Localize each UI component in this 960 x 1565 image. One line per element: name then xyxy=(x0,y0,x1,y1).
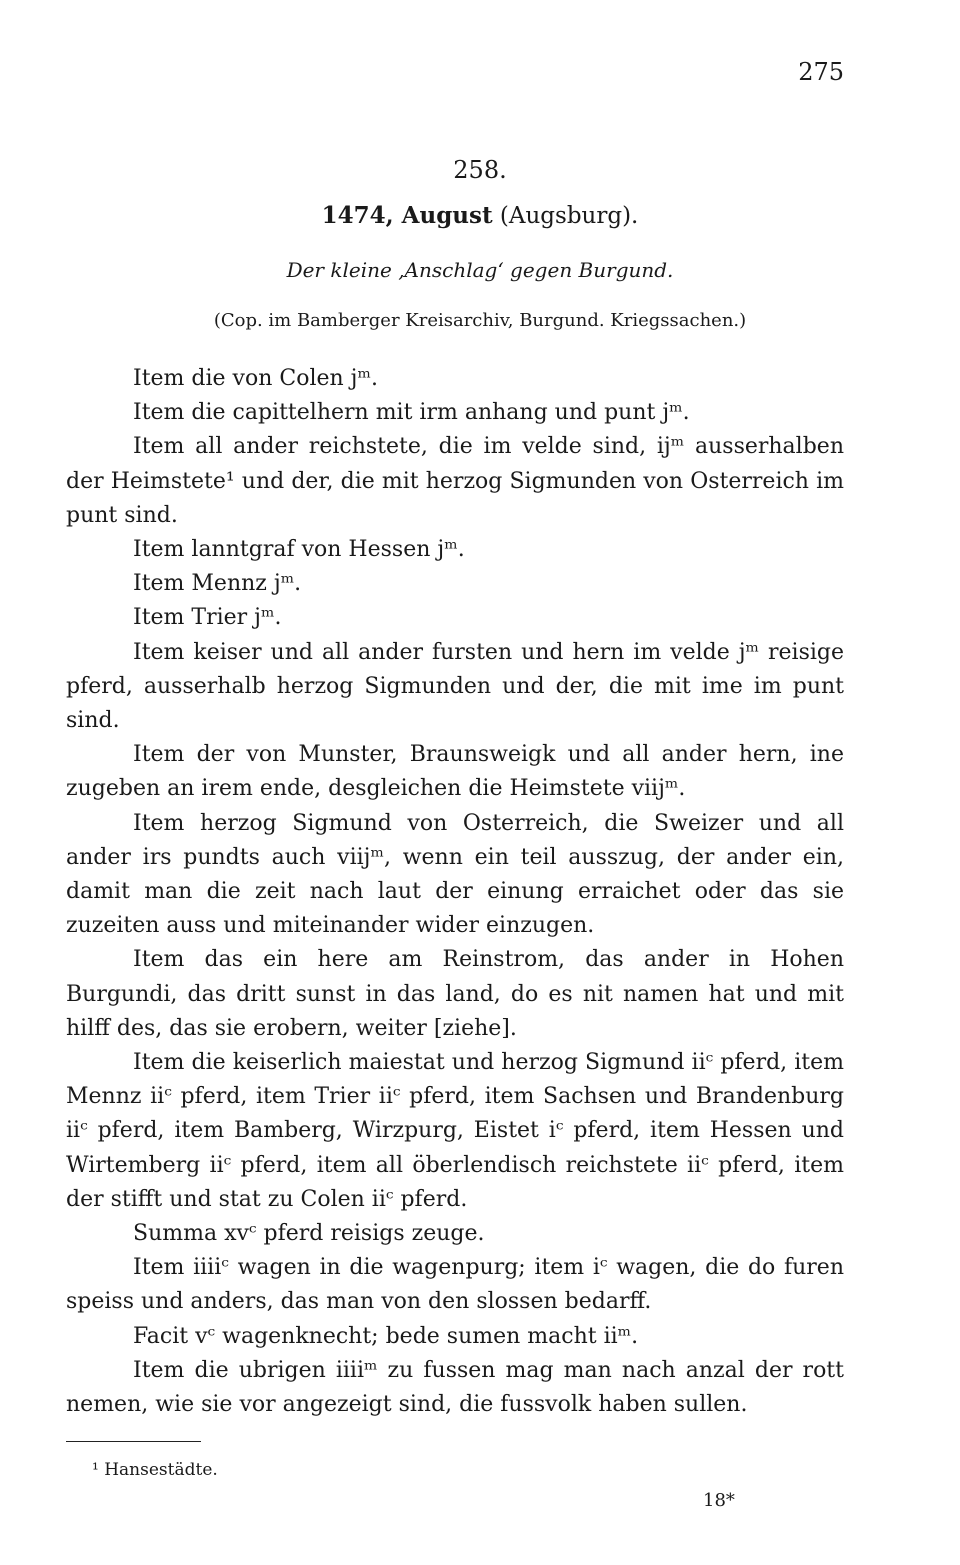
entry-number: 258. xyxy=(453,156,507,184)
paragraph: Item lanntgraf von Hessen jᵐ. xyxy=(133,537,465,563)
paragraph: Item die ubrigen iiiiᵐ zu fussen mag man nach anzal der rott nemen, wie sie vor angezeigt sind, die fussvolk haben sullen. xyxy=(66,1357,844,1418)
footnote: ¹ Hansestädte. xyxy=(92,1460,218,1480)
paragraph: Item all ander reichstete, die im velde sind, ijᵐ ausserhalben der Heimstete¹ und der, die mit herzog Sigmunden von Osterreich im punt sind. xyxy=(66,434,844,528)
paragraph: Item iiiiᶜ wagen in die wagenpurg; item iᶜ wagen, die do furen speiss und anders, das man von den slossen bedarff. xyxy=(66,1255,844,1315)
paragraph: Item der von Munster, Braunsweigk und all ander hern, ine zugeben an irem ende, desgleichen die Heimstete viijᵐ. xyxy=(66,742,844,802)
page-number: 275 xyxy=(798,58,844,86)
heading-place: (Augsburg). xyxy=(499,203,639,229)
paragraph: Item die keiserlich maiestat und herzog Sigmund iiᶜ pferd, item Mennz iiᶜ pferd, item Trier iiᶜ pferd, item Sachsen und Brandenburg iiᶜ pferd, item Bamberg, Wirzpurg, Eistet iᶜ pferd, item Hessen und Wirtemberg iiᶜ pferd, item all öberlendisch reichstete iiᶜ pferd, item der stifft und stat zu Colen iiᶜ pferd. xyxy=(66,1050,844,1212)
paragraph: Item herzog Sigmund von Osterreich, die Sweizer und all ander irs pundts auch viijᵐ, wenn ein teil ausszug, der ander ein, damit man die zeit nach laut der einung erraichet oder das sie zuzeiten auss und miteinander wider einzugen. xyxy=(66,810,844,939)
paragraph: Item die von Colen jᵐ. xyxy=(133,366,378,391)
entry-heading xyxy=(0,202,960,229)
paragraph: Item das ein here am Reinstrom, das ander in Hohen Burgundi, das dritt sunst in das land, do es nit namen hat und mit hilff des, das sie erobern, weiter [ziehe]. xyxy=(66,947,844,1041)
paragraph: Item keiser und all ander fursten und hern im velde jᵐ reisige pferd, ausserhalb herzog Sigmunden und der, die mit ime im punt sind. xyxy=(66,639,844,734)
body-text xyxy=(66,362,844,1422)
paragraph: Item die capittelhern mit irm anhang und punt jᵐ. xyxy=(133,400,690,426)
paragraph: Facit vᶜ wagenknecht; bede sumen macht iiᵐ. xyxy=(133,1323,639,1349)
source-note: (Cop. im Bamberger Kreisarchiv, Burgund. Kriegssachen.) xyxy=(213,310,747,331)
signature-mark: 18* xyxy=(703,1490,735,1511)
heading-date: 1474, August xyxy=(321,202,493,229)
paragraph: Item Mennz jᵐ. xyxy=(133,571,302,597)
paragraph: Item Trier jᵐ. xyxy=(133,605,282,631)
entry-subtitle: Der kleine ‚Anschlag‘ gegen Burgund. xyxy=(286,258,674,282)
footnote-rule xyxy=(66,1441,201,1442)
paragraph: Summa xvᶜ pferd reisigs zeuge. xyxy=(133,1221,485,1247)
